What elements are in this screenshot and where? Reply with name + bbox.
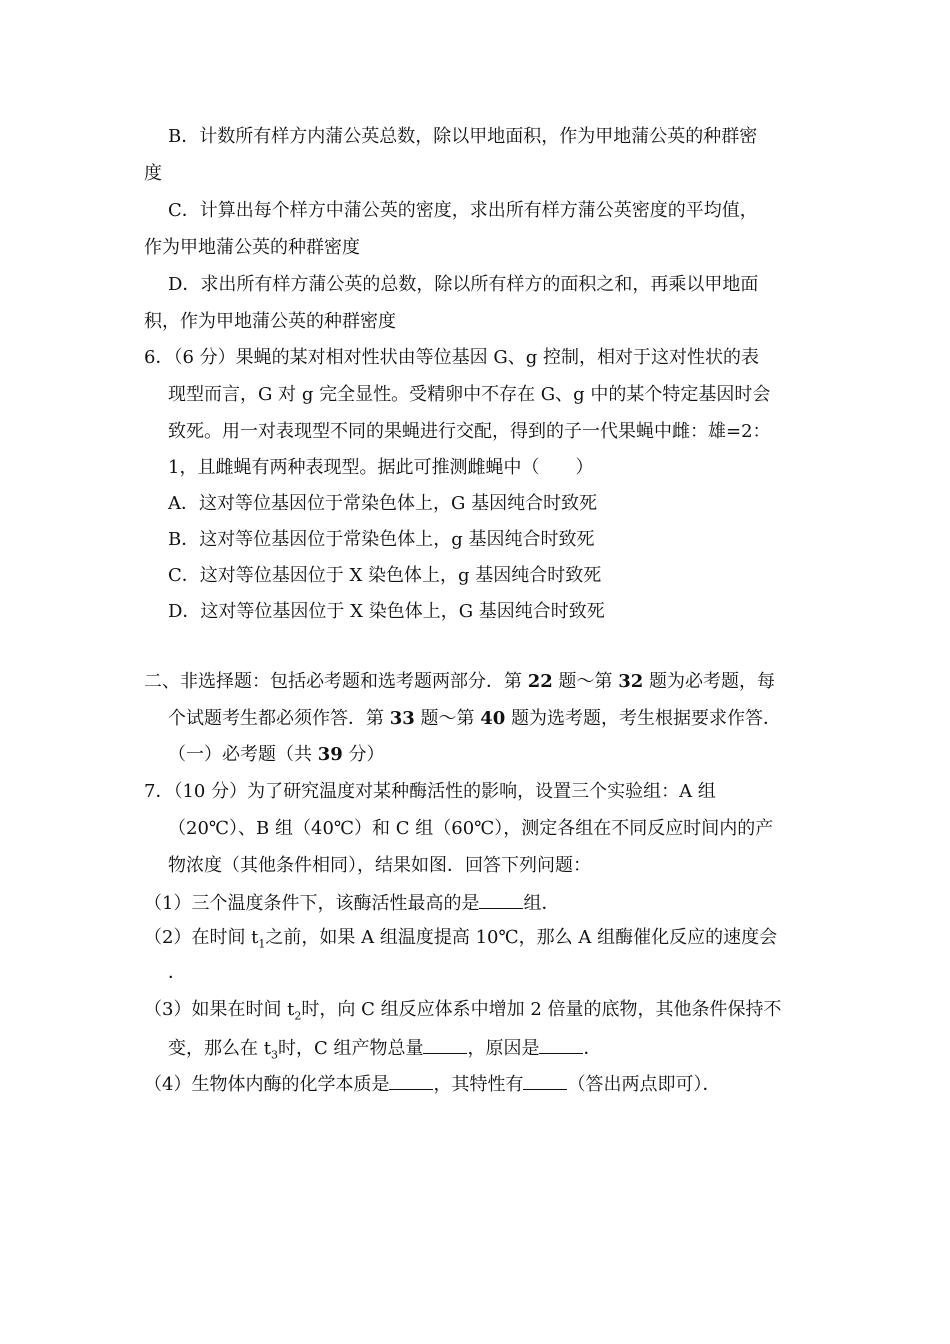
q5-option-b-line2: 度 (144, 163, 162, 184)
section2-subheading (168, 743, 385, 767)
section2-number: 32 (618, 671, 644, 692)
q7-text: ，原因是 (467, 1038, 540, 1059)
q7-part3-line1 (144, 998, 782, 1029)
section2-text: 题为必考题，每 (643, 671, 776, 692)
section2-number: 39 (317, 744, 343, 765)
section2-text: 二、非选择题：包括必考题和选考题两部分．第 (144, 671, 528, 692)
answer-blank (389, 1071, 433, 1090)
q5-option-d-line1: D．求出所有样方蒲公英的总数，除以所有样方的面积之和，再乘以甲地面 (168, 274, 759, 295)
q7-text: （答出两点即可）． (567, 1074, 721, 1095)
answer-blank (479, 890, 523, 909)
q7-text: 时，C 组产物总量 (277, 1038, 424, 1059)
q7-text: （3）如果在时间 t (144, 999, 295, 1020)
subscript: 1 (258, 937, 266, 951)
section2-text: 题～第 (414, 708, 481, 729)
q7-text: 变，那么在 t (168, 1038, 271, 1059)
q6-stem-line3: 致死。用一对表现型不同的果蝇进行交配，得到的子一代果蝇中雌：雄=2： (168, 421, 771, 442)
q6-stem-line2: 现型而言，G 对 g 完全显性。受精卵中不存在 G、g 中的某个特定基因时会 (168, 384, 771, 405)
subscript: 2 (294, 1009, 302, 1023)
section2-text: 题～第 (552, 671, 619, 692)
q7-part2-line1 (144, 926, 777, 957)
q7-text: 组． (523, 893, 560, 914)
q5-option-b-line1: B．计数所有样方内蒲公英总数，除以甲地面积，作为甲地蒲公英的种群密 (168, 126, 758, 147)
q6-option-b: B．这对等位基因位于常染色体上，g 基因纯合时致死 (168, 529, 595, 550)
q6-option-d: D．这对等位基因位于 X 染色体上，G 基因纯合时致死 (168, 601, 605, 622)
answer-blank (423, 1035, 467, 1054)
section2-text: 题为选考题，考生根据要求作答． (505, 708, 782, 729)
q7-text: （4）生物体内酶的化学本质是 (144, 1074, 390, 1095)
section2-heading-line1 (144, 670, 775, 694)
q7-stem-line3: 物浓度（其他条件相同），结果如图．回答下列问题： (168, 855, 591, 876)
q6-option-c: C．这对等位基因位于 X 染色体上，g 基因纯合时致死 (168, 565, 602, 586)
answer-blank (539, 1035, 583, 1054)
q7-text: （1）三个温度条件下，该酶活性最高的是 (144, 893, 480, 914)
q7-text: 之前，如果 A 组温度提高 10℃，那么 A 组酶催化反应的速度会 (265, 927, 778, 948)
q6-stem-line4: 1，且雌蝇有两种表现型。据此可推测雌蝇中（ ） (168, 457, 594, 478)
section2-heading-line2 (168, 707, 781, 731)
section2-text: （一）必考题（共 (168, 744, 318, 765)
section2-number: 33 (389, 708, 415, 729)
q5-option-c-line1: C．计算出每个样方中蒲公英的密度，求出所有样方蒲公英密度的平均值， (168, 200, 758, 221)
answer-blank (523, 1071, 567, 1090)
q7-part2-line2: ． (168, 962, 186, 983)
section2-text: 分） (342, 744, 385, 765)
q7-text: ． (583, 1038, 602, 1059)
q7-text: ，其特性有 (433, 1074, 524, 1095)
q7-text: （2）在时间 t (144, 927, 259, 948)
q6-stem-line1: 6．（6 分）果蝇的某对相对性状由等位基因 G、g 控制，相对于这对性状的表 (144, 347, 759, 368)
q7-stem-line2: （20℃）、B 组（40℃）和 C 组（60℃），测定各组在不同反应时间内的产 (168, 818, 774, 839)
section2-text: 个试题考生都必须作答．第 (168, 708, 390, 729)
subscript: 3 (270, 1048, 278, 1062)
q7-part3-line2 (168, 1035, 601, 1068)
q7-part1 (144, 890, 559, 916)
section2-number: 22 (527, 671, 553, 692)
q5-option-d-line2: 积，作为甲地蒲公英的种群密度 (144, 311, 396, 332)
q7-text: 时，向 C 组反应体系中增加 2 倍量的底物，其他条件保持不 (301, 999, 782, 1020)
section2-number: 40 (480, 708, 506, 729)
q5-option-c-line2: 作为甲地蒲公英的种群密度 (144, 237, 360, 258)
q6-option-a: A．这对等位基因位于常染色体上，G 基因纯合时致死 (168, 493, 598, 514)
q7-part4 (144, 1071, 720, 1097)
q7-stem-line1: 7．（10 分）为了研究温度对某种酶活性的影响，设置三个实验组：A 组 (144, 781, 716, 802)
